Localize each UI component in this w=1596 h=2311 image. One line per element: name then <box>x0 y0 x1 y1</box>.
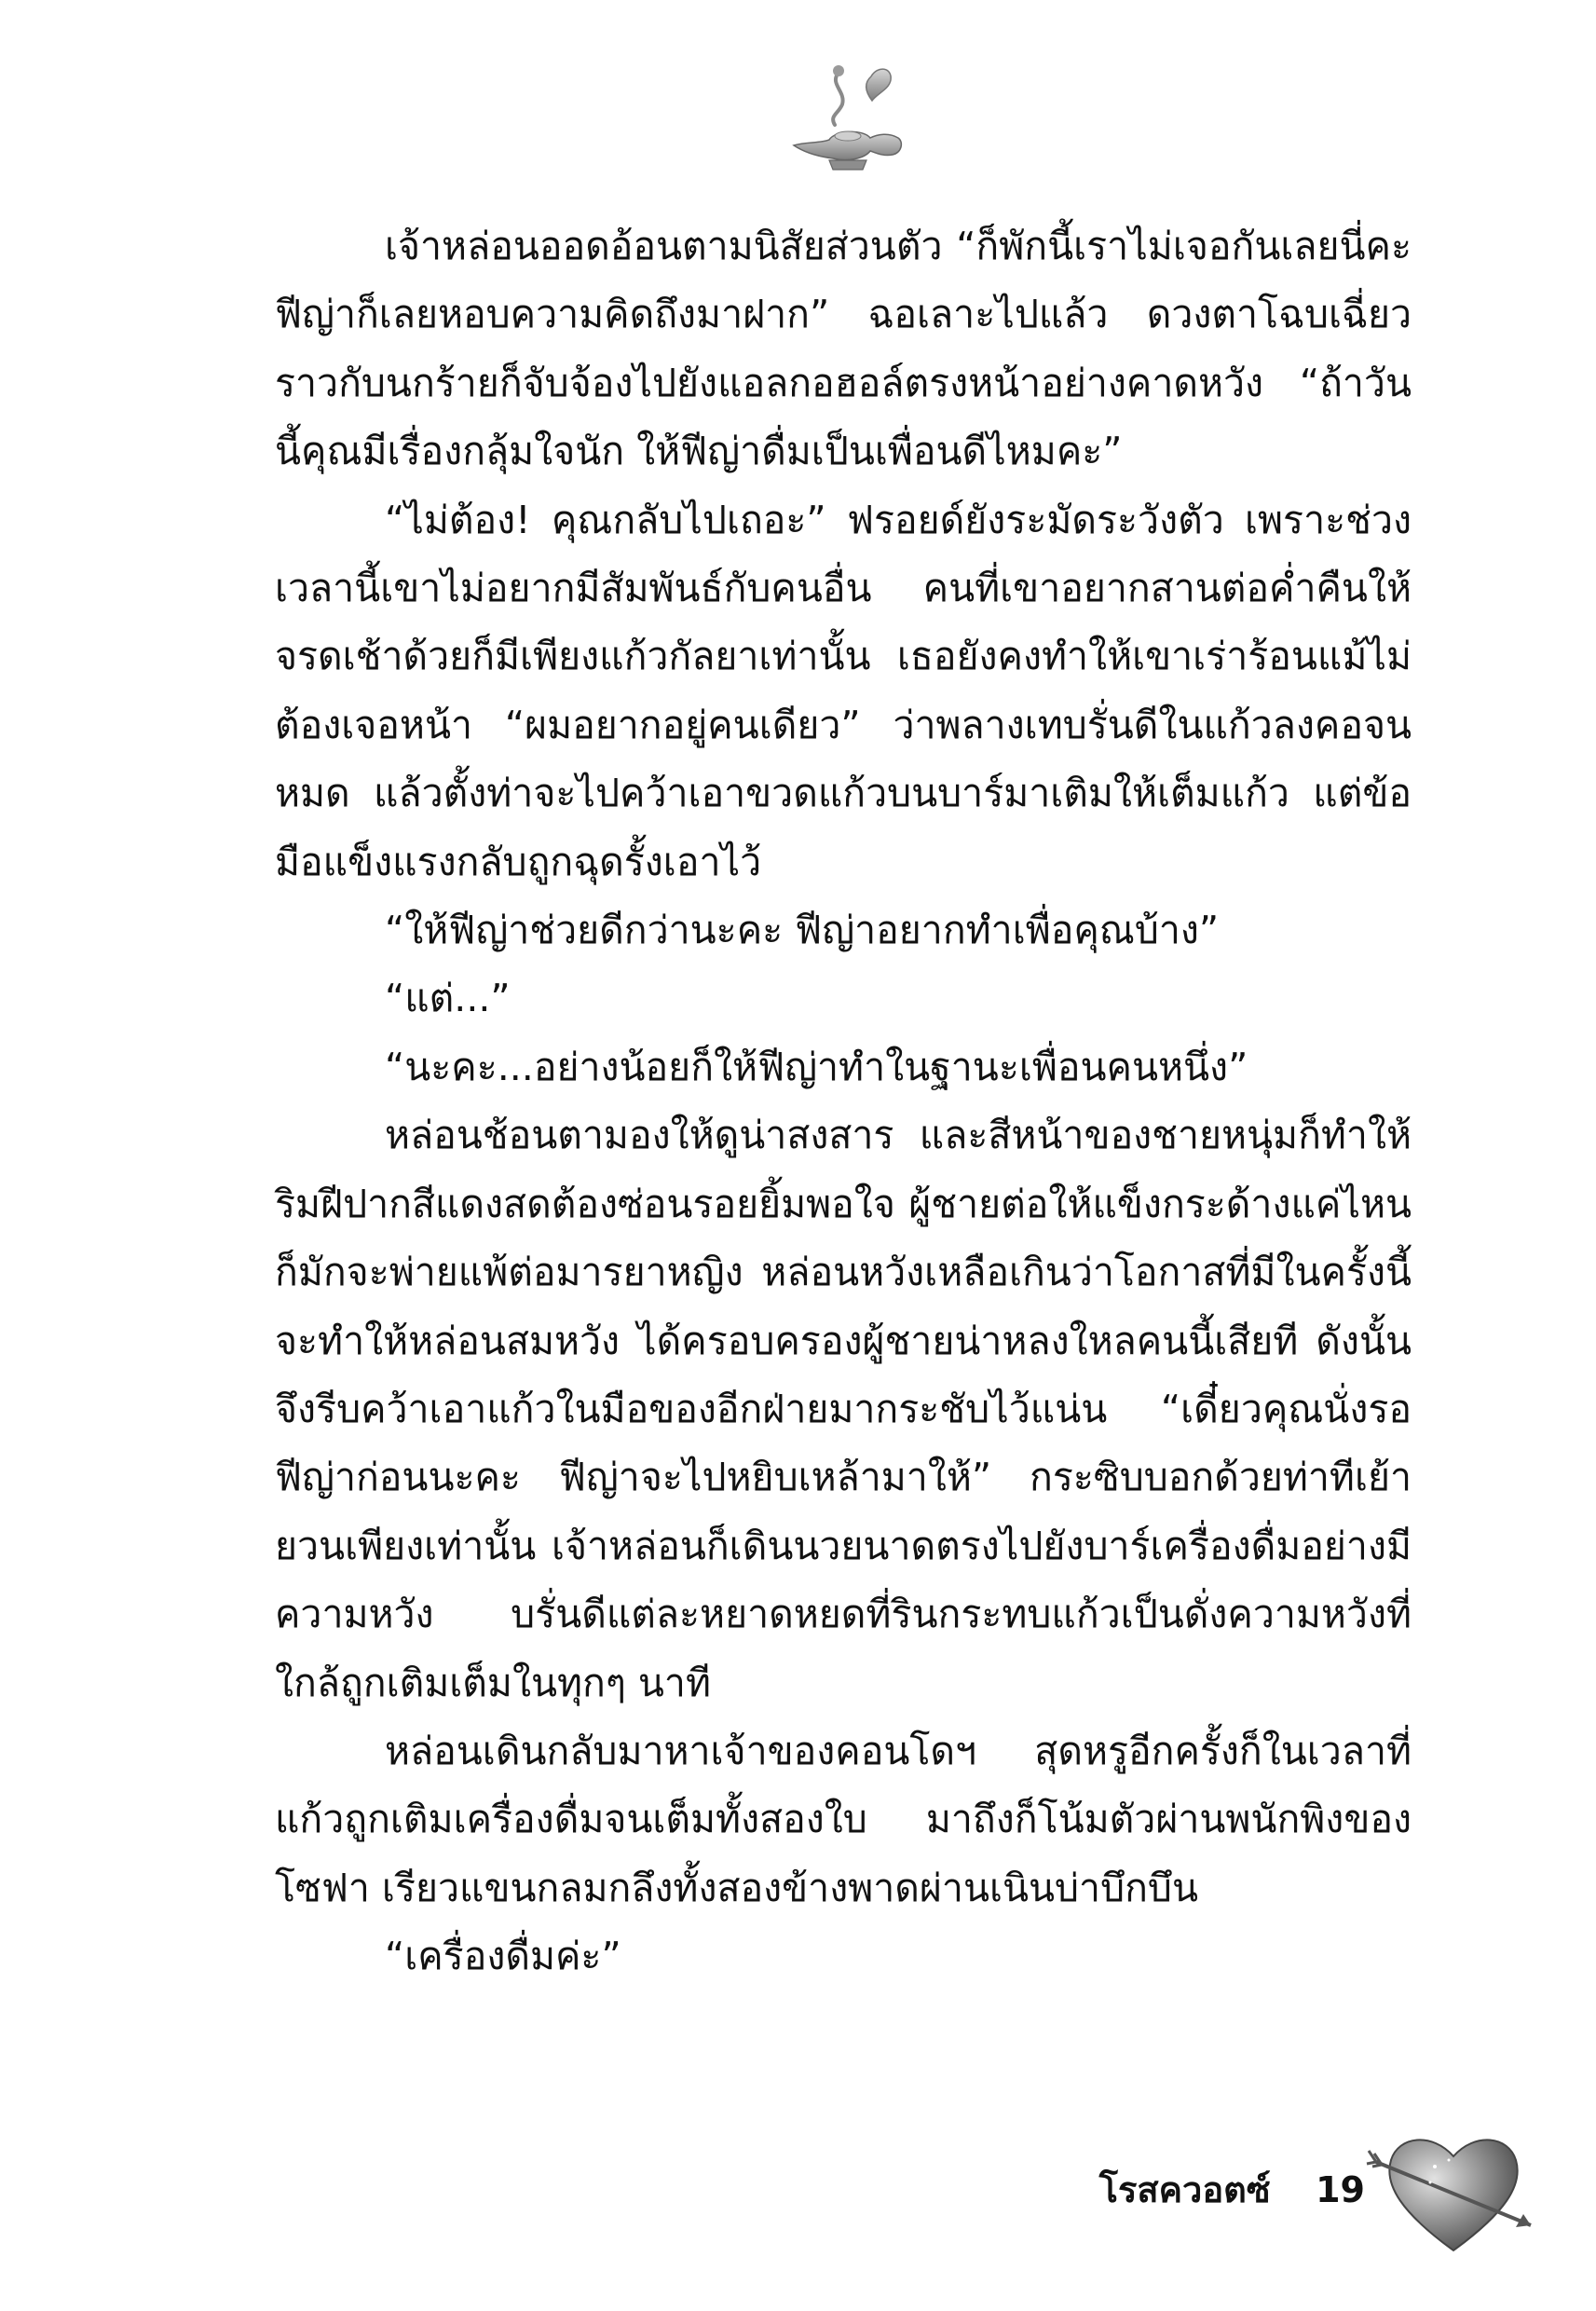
paragraph: “นะคะ...อย่างน้อยก็ให้ฟีญ่าทำในฐานะเพื่อนคนหนึ่ง” <box>385 1044 1248 1089</box>
paragraph: “แต่...” <box>385 976 511 1021</box>
page-footer <box>1057 2167 1365 2213</box>
heart-with-arrow-icon <box>1365 2097 1542 2274</box>
paragraph: หล่อนช้อนตามองให้ดูน่าสงสาร และสีหน้าของชายหนุ่มก็ทำให้ริมฝีปากสีแดงสดต้องซ่อนรอยยิ้มพอใจ ผู้ชายต่อให้แข็งกระด้างแค่ไหนก็มักจะพ่ายแพ้ต่อมารยาหญิง หล่อนหวังเหลือเกินว่าโอกาสที่มีในครั้งนี้จะทำให้หล่อนสมหวัง ได้ครอบครองผู้ชายน่าหลงใหลคนนี้เสียที ดังนั้นจึงรีบคว้าเอาแก้วในมือของอีกฝ่ายมากระชับไว้แน่น “เดี๋ยวคุณนั่งรอฟีญ่าก่อนนะคะ ฟีญ่าจะไปหยิบเหล้ามาให้” กระซิบบอกด้วยท่าทีเย้ายวนเพียงเท่านั้น เจ้าหล่อนก็เดินนวยนาดตรงไปยังบาร์เครื่องดื่มอย่างมีความหวัง บรั่นดีแต่ละหยาดหยดที่รินกระทบแก้วเป็นดั่งความหวังที่ใกล้ถูกเติมเต็มในทุกๆ นาที <box>275 1113 1412 1705</box>
paragraph: หล่อนเดินกลับมาหาเจ้าของคอนโดฯ สุดหรูอีกครั้งก็ในเวลาที่แก้วถูกเติมเครื่องดื่มจนเต็มทั้งสองใบ มาถึงก็โน้มตัวผ่านพนักพิงของโซฟา เรียวแขนกลมกลึงทั้งสองข้างพาดผ่านเนินบ่าบึกบึน <box>275 1728 1412 1910</box>
paragraph: “ไม่ต้อง! คุณกลับไปเถอะ” ฟรอยด์ยังระมัดระวังตัว เพราะช่วงเวลานี้เขาไม่อยากมีสัมพันธ์กับคนอื่น คนที่เขาอยากสานต่อค่ำคืนให้จรดเช้าด้วยก็มีเพียงแก้วกัลยาเท่านั้น เธอยังคงทำให้เขาเร่าร้อนแม้ไม่ต้องเจอหน้า “ผมอยากอยู่คนเดียว” ว่าพลางเทบรั่นดีในแก้วลงคอจนหมด แล้วตั้งท่าจะไปคว้าเอาขวดแก้วบนบาร์มาเติมให้เต็มแก้ว แต่ข้อมือแข็งแรงกลับถูกฉุดรั้งเอาไว้ <box>275 497 1412 884</box>
paragraph: “ให้ฟีญ่าช่วยดีกว่านะคะ ฟีญ่าอยากทำเพื่อคุณบ้าง” <box>385 908 1220 953</box>
body-text <box>275 212 1412 1991</box>
book-title: โรสควอตซ์ <box>1098 2169 1271 2210</box>
page-number: 19 <box>1316 2169 1365 2210</box>
paragraph: เจ้าหล่อนออดอ้อนตามนิสัยส่วนตัว “ก็พักนี้เราไม่เจอกันเลยนี่คะ ฟีญ่าก็เลยหอบความคิดถึงมาฝาก” ฉอเลาะไปแล้ว ดวงตาโฉบเฉี่ยวราวกับนกร้ายก็จับจ้องไปยังแอลกอฮอล์ตรงหน้าอย่างคาดหวัง “ถ้าวันนี้คุณมีเรื่องกลุ้มใจนัก ให้ฟีญ่าดื่มเป็นเพื่อนดีไหมคะ” <box>275 224 1412 474</box>
paragraph: “เครื่องดื่มค่ะ” <box>385 1934 621 1979</box>
genie-lamp-icon <box>773 56 922 177</box>
